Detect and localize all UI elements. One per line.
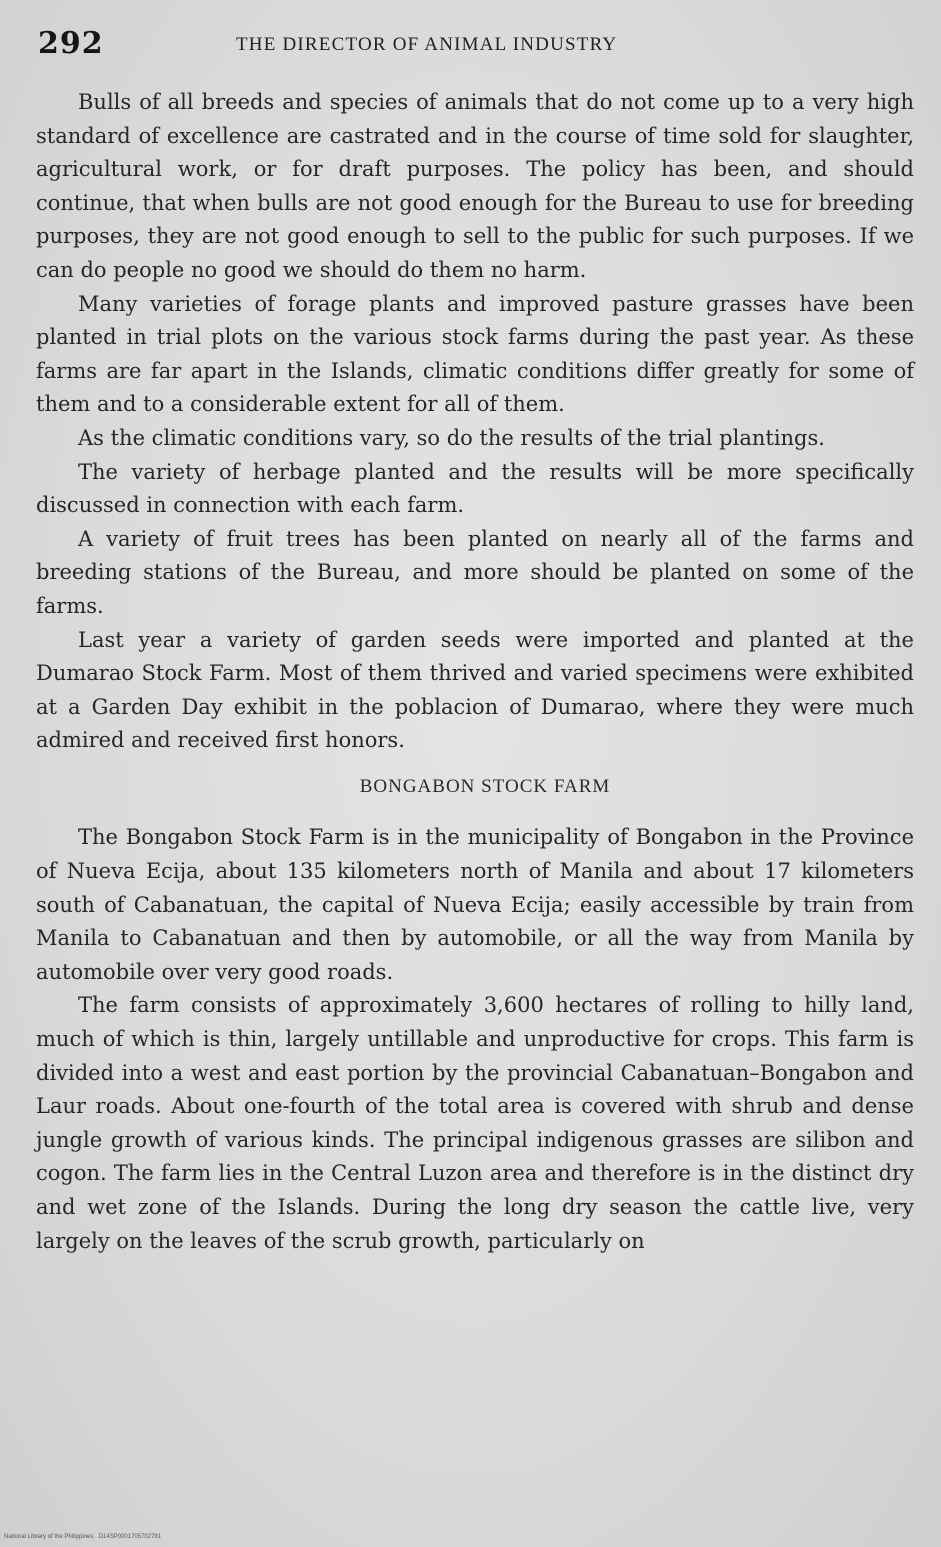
paragraph-bongabon-land: The farm consists of approximately 3,600 hectares of rolling to hilly land, much of which is thin, largely untillable and unproductive for crops. This farm is divided into a west and east portion by the provincial Cabanatuan–Bongabon and Laur roads. About one-fourth of the total area is covered with shrub and dense jungle growth of various kinds. The principal indigenous grasses are silibon and cogon. The farm lies in the Central Luzon area and therefore is in the distinct dry and wet zone of the Islands. During the long dry season the cattle live, very largely on the leaves of the scrub growth, particularly on [36,993,914,1253]
paragraph-forage: Many varieties of forage plants and improved pasture grasses have been planted in trial plots on the various stock farms during the past year. As these farms are far apart in the Islands, climatic conditions differ greatly for some of them and to a considerable extent for all of them. [36,291,914,417]
paragraph-herbage: The variety of herbage planted and the results will be more specifically discussed in connection with each farm. [36,459,914,518]
paragraph-garden-seeds: Last year a variety of garden seeds were imported and planted at the Dumarao Stock Farm. Most of them thrived and varied specimens were exhibited at a Garden Day exhibit in the poblacion of Dumarao, where they were much admired and received first honors. [36,627,914,753]
paragraph-bongabon-location: The Bongabon Stock Farm is in the municipality of Bongabon in the Province of Nueva Ecija, about 135 kilometers north of Manila and about 17 kilometers south of Cabanatuan, the capital of Nueva Ecija; easily accessible by train from Manila to Cabanatuan and then by automobile, or all the way from Manila by automobile over very good roads. [36,825,914,984]
paragraph-bulls: Bulls of all breeds and species of animals that do not come up to a very high standard of excellence are castrated and in the course of time sold for slaughter, agricultural work, or for draft purposes. The policy has been, and should continue, that when bulls are not good enough for the Bureau to use for breeding purposes, they are not good enough to sell to the public for such purposes. If we can do people no good we should do them no harm. [36,90,914,282]
paragraph-fruit-trees: A variety of fruit trees has been planted on nearly all of the farms and breeding stations of the Bureau, and more should be planted on some of the farms. [36,526,914,618]
scan-footer-note: National Library of the Philippines · D14SP0001705702781 [4,1534,162,1540]
page-number: 292 [38,26,104,61]
section-title: BONGABON STOCK FARM [359,775,611,797]
page-header [38,26,918,66]
body-text [36,86,914,1258]
running-head: THE DIRECTOR OF ANIMAL INDUSTRY [236,34,618,55]
paragraph-climatic: As the climatic conditions vary, so do the results of the trial plantings. [78,425,825,450]
